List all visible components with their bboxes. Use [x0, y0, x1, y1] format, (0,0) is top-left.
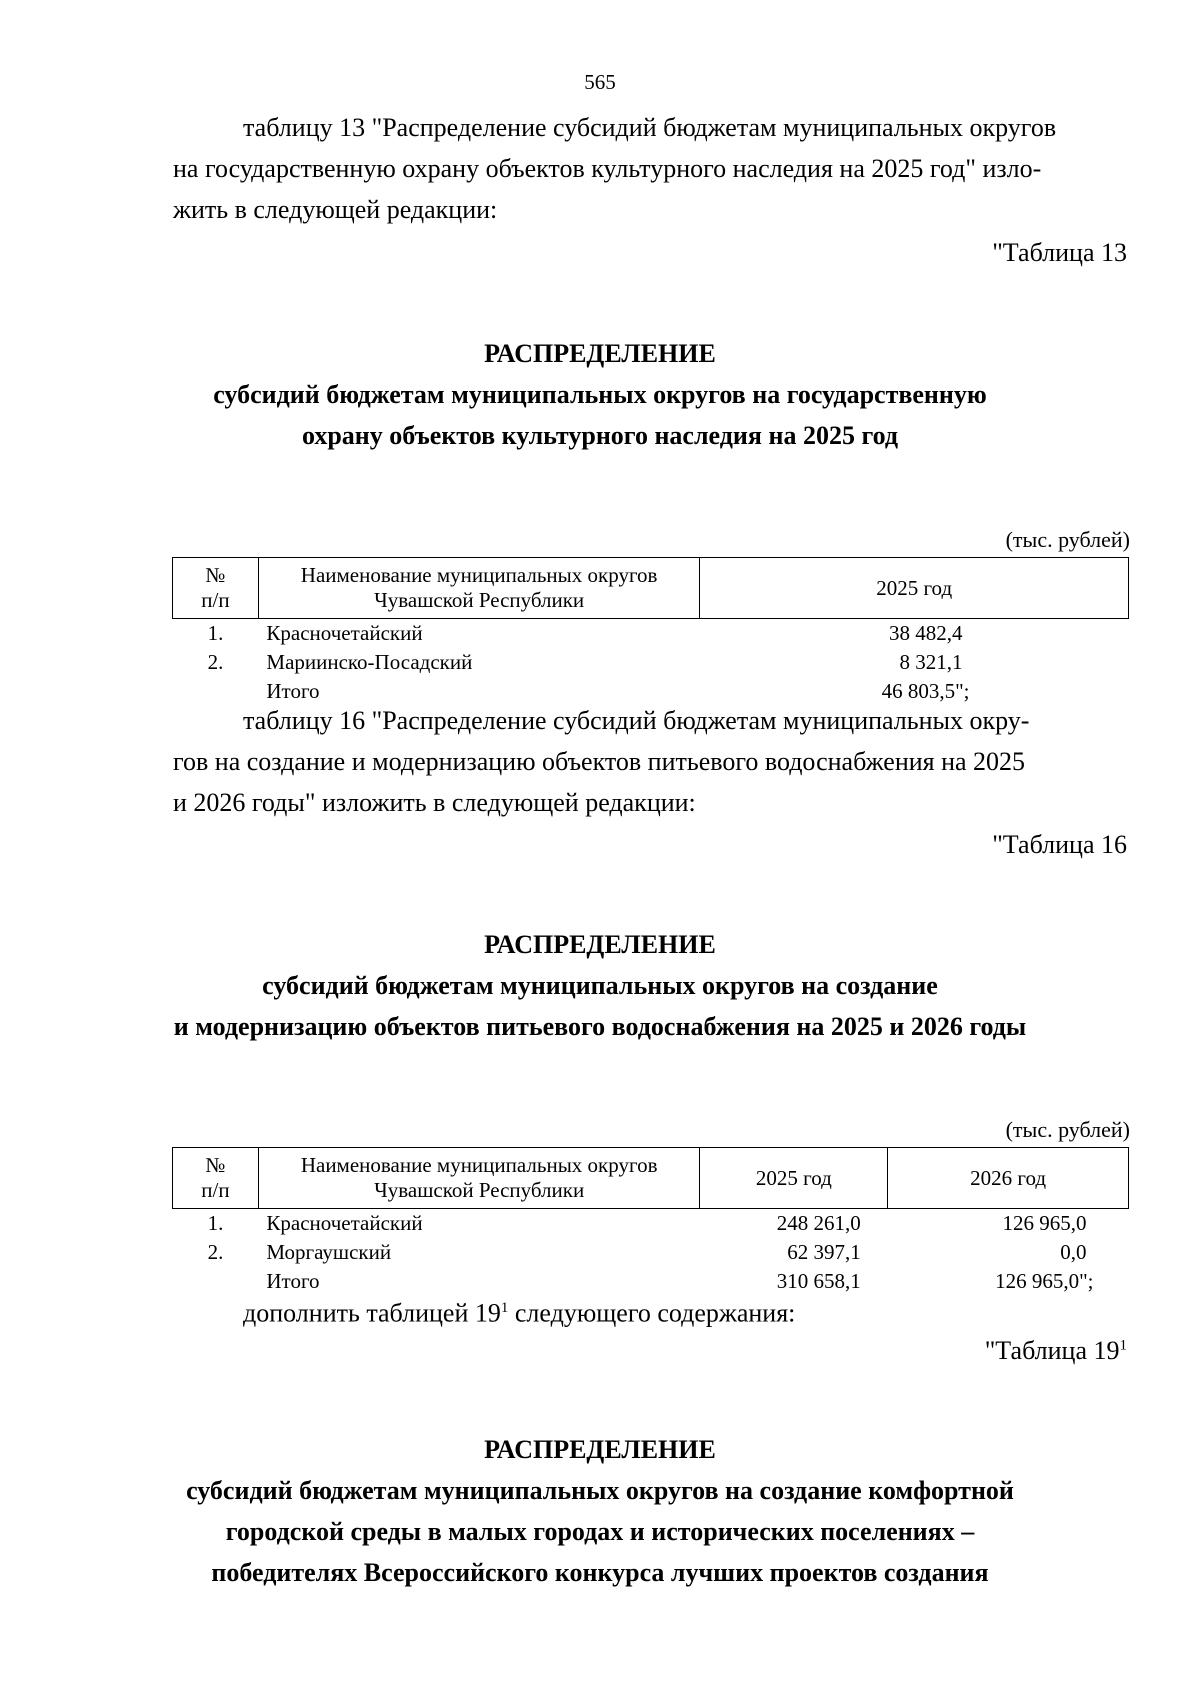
- row-2025: 62 397,1: [787, 1240, 861, 1264]
- table-16: [172, 1147, 1129, 1296]
- table-13-unit: (тыс. рублей): [1005, 527, 1130, 552]
- row-name: Красночетайский: [266, 621, 423, 645]
- heading-line: и модернизацию объектов питьевого водоснабжения на 2025 и 2026 годы: [173, 1012, 1027, 1041]
- table-13: [172, 557, 1129, 706]
- row-num: 1.: [207, 621, 224, 645]
- table-19-1-label: [985, 1336, 1127, 1366]
- table-row: [173, 619, 1129, 649]
- intro-line: таблицу 16 "Распределение субсидий бюджетам муниципальных окру-: [243, 706, 1030, 735]
- table-19-1-heading: [0, 1429, 1200, 1593]
- heading-line: РАСПРЕДЕЛЕНИЕ: [484, 930, 716, 959]
- row-2025: 310 658,1: [776, 1269, 861, 1293]
- table-row: [173, 1238, 1129, 1267]
- page-number: 565: [584, 70, 616, 94]
- row-name: Мариинско-Посадский: [266, 650, 473, 674]
- row-num: 2.: [207, 650, 224, 674]
- heading-line: субсидий бюджетам муниципальных округов на создание: [262, 971, 938, 1000]
- row-2026: 0,0: [1060, 1240, 1087, 1264]
- heading-line: РАСПРЕДЕЛЕНИЕ: [484, 1435, 716, 1464]
- row-2025: 248 261,0: [776, 1211, 861, 1235]
- table-16-heading: [0, 924, 1200, 1047]
- row-2025: 8 321,1: [899, 650, 963, 674]
- header-num: № п/п: [173, 1148, 259, 1209]
- header-num: № п/п: [173, 558, 259, 619]
- row-2026: 126 965,0";: [995, 1269, 1094, 1293]
- intro-line: жить в следующей редакции:: [173, 195, 498, 224]
- row-name: Моргаушский: [266, 1240, 392, 1264]
- intro-text: дополнить таблицей 19: [243, 1298, 501, 1328]
- header-2025: 2025 год: [700, 558, 1129, 619]
- header-name: Наименование муниципальных округов Чувашской Республики: [258, 558, 699, 619]
- intro-line: на государственную охрану объектов культурного наследия на 2025 год" изло-: [173, 154, 1042, 183]
- intro-superscript: 1: [500, 1300, 509, 1316]
- heading-line: РАСПРЕДЕЛЕНИЕ: [484, 339, 716, 368]
- table-13-heading: [0, 333, 1200, 456]
- table-label-text: "Таблица 19: [984, 1336, 1120, 1365]
- table-13-label: "Таблица 13: [992, 238, 1127, 267]
- table-label-superscript: 1: [1119, 1337, 1127, 1354]
- row-name: Красночетайский: [266, 1211, 423, 1235]
- row-2026: 126 965,0: [1002, 1211, 1087, 1235]
- header-2026: 2026 год: [888, 1148, 1129, 1209]
- header-name: Наименование муниципальных округов Чувашской Республики: [258, 1148, 700, 1209]
- table-16-unit: (тыс. рублей): [1005, 1117, 1130, 1142]
- table-row: [173, 648, 1129, 677]
- table-row: [173, 1209, 1129, 1239]
- row-name: Итого: [266, 679, 320, 703]
- section-19-1-intro: [243, 1288, 1128, 1334]
- heading-line: субсидий бюджетам муниципальных округов на государственную: [213, 380, 987, 409]
- header-2025: 2025 год: [700, 1148, 888, 1209]
- heading-line: субсидий бюджетам муниципальных округов на создание комфортной: [186, 1476, 1014, 1505]
- row-num: 2.: [207, 1240, 224, 1264]
- row-num: 1.: [207, 1211, 224, 1235]
- intro-tail: следующего содержания:: [508, 1298, 796, 1328]
- heading-line: охрану объектов культурного наследия на 2025 год: [301, 421, 899, 450]
- heading-line: городской среды в малых городах и исторических поселениях –: [225, 1517, 975, 1546]
- intro-line: гов на создание и модернизацию объектов питьевого водоснабжения на 2025: [173, 747, 1026, 776]
- row-name: Итого: [266, 1269, 320, 1293]
- intro-line: и 2026 годы" изложить в следующей редакции:: [173, 788, 696, 817]
- row-2025: 46 803,5";: [881, 679, 970, 703]
- intro-line: таблицу 13 "Распределение субсидий бюджетам муниципальных округов: [243, 113, 1057, 142]
- row-2025: 38 482,4: [889, 621, 963, 645]
- section-13-intro: [173, 107, 1128, 230]
- table-16-label: "Таблица 16: [992, 830, 1127, 859]
- section-16-intro: [173, 700, 1128, 823]
- heading-line: победителях Всероссийского конкурса лучших проектов создания: [211, 1558, 989, 1587]
